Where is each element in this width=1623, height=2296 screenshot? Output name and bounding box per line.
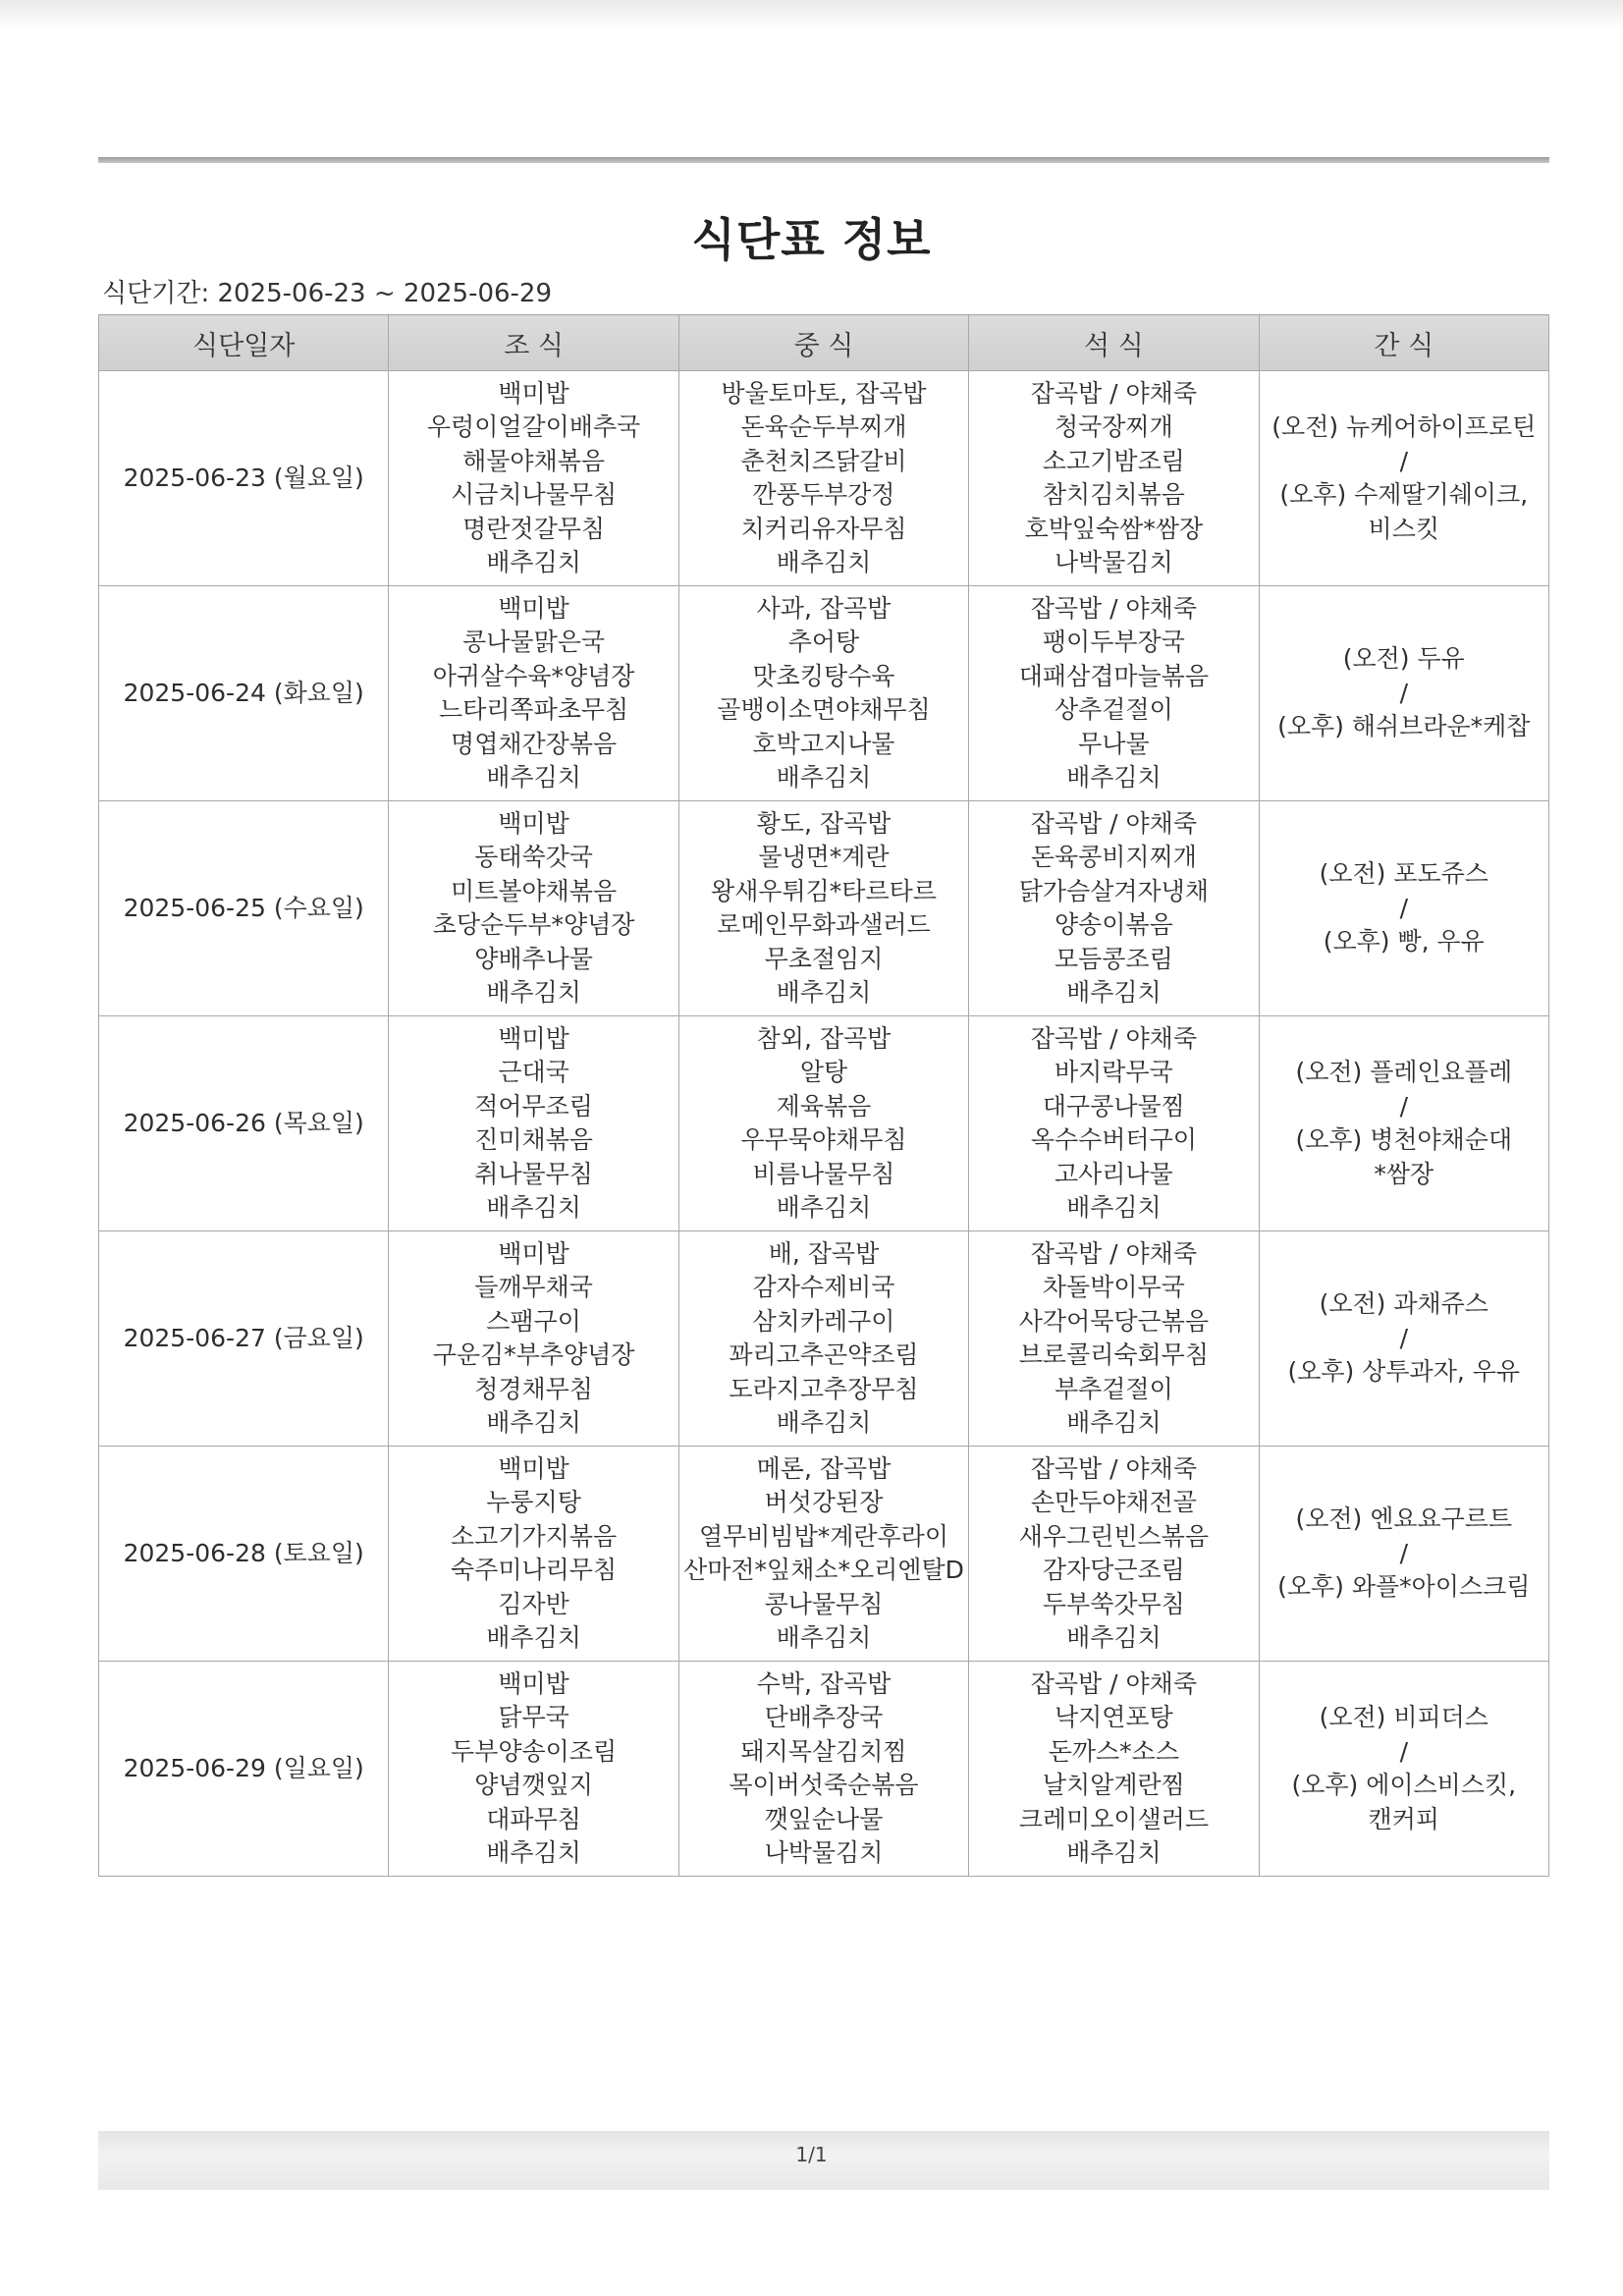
dinner-cell: [969, 801, 1259, 1016]
menu-item: 나박물김치: [764, 1838, 884, 1867]
menu-item: 동태쑥갓국: [474, 843, 593, 871]
menu-item: 모듬콩조림: [1054, 944, 1173, 973]
menu-item: 삼치카레구이: [752, 1306, 895, 1336]
menu-item: 배추김치: [486, 1623, 581, 1652]
menu-item: 청경채무침: [474, 1374, 593, 1403]
menu-item: 배추김치: [1066, 1193, 1162, 1222]
menu-item: 잡곡밥 / 야채죽: [1030, 1238, 1197, 1268]
snack-item: *쌈장: [1374, 1159, 1434, 1188]
menu-item: 적어무조림: [474, 1091, 593, 1121]
snack-item: (오전) 과채쥬스: [1319, 1289, 1488, 1319]
table-header-row: [99, 315, 1549, 371]
menu-item: 비름나물무침: [752, 1159, 895, 1188]
menu-item: 닭가슴살겨자냉채: [1018, 876, 1209, 905]
menu-item: 치커리유자무침: [740, 514, 907, 543]
menu-item: 배추김치: [776, 978, 872, 1007]
menu-item: 호박잎숙쌈*쌈장: [1024, 514, 1204, 543]
menu-item: 배추김치: [776, 1623, 872, 1652]
breakfast-cell: [389, 1447, 678, 1662]
menu-item: 명엽채간장볶음: [451, 729, 618, 758]
lunch-cell: [678, 1231, 968, 1447]
dinner-cell: [969, 371, 1259, 586]
lunch-cell: [678, 1662, 968, 1877]
menu-item: 두부양송이조림: [451, 1736, 618, 1766]
menu-item: 배추김치: [486, 548, 581, 576]
menu-item: 두부쑥갓무침: [1042, 1589, 1185, 1618]
snack-item: /: [1399, 1323, 1408, 1352]
menu-item: 콩나물맑은국: [462, 628, 606, 656]
snack-item: (오전) 포도쥬스: [1319, 859, 1488, 889]
snack-item: /: [1399, 446, 1408, 475]
menu-item: 백미밥: [498, 378, 569, 408]
header-lunch: 중 식: [678, 315, 968, 371]
header-dinner: 석 식: [969, 315, 1259, 371]
menu-item: 배추김치: [1066, 1838, 1162, 1867]
snack-item: (오후) 에이스비스킷,: [1291, 1771, 1517, 1799]
menu-item: 근대국: [498, 1058, 569, 1086]
menu-item: 잡곡밥 / 야채죽: [1030, 1668, 1197, 1698]
menu-item: 열무비빔밥*계란후라이: [698, 1521, 948, 1551]
menu-item: 대패삼겹마늘볶음: [1018, 661, 1209, 690]
menu-item: 배추김치: [776, 1193, 872, 1222]
menu-item: 돈육순두부찌개: [740, 412, 907, 441]
menu-item: 배추김치: [1066, 1623, 1162, 1652]
lunch-cell: [678, 371, 968, 586]
menu-item: 진미채볶음: [474, 1125, 593, 1154]
lunch-cell: [678, 586, 968, 801]
menu-item: 잡곡밥 / 야채죽: [1030, 808, 1197, 838]
menu-item: 배추김치: [486, 1193, 581, 1222]
menu-item: 참외, 잡곡밥: [756, 1023, 892, 1053]
menu-item: 느타리쪽파초무침: [438, 695, 629, 724]
snack-item: (오후) 수제딸기쉐이크,: [1279, 480, 1529, 509]
menu-item: 고사리나물: [1054, 1159, 1173, 1188]
menu-item: 버섯강된장: [764, 1488, 884, 1516]
menu-item: 무나물: [1078, 729, 1150, 758]
lunch-cell: [678, 801, 968, 1016]
snack-cell: [1259, 1016, 1548, 1231]
page-number: 1/1: [795, 2143, 828, 2166]
menu-item: 구운김*부추양념장: [432, 1340, 635, 1369]
menu-item: 춘천치즈닭갈비: [740, 446, 907, 475]
breakfast-cell: [389, 1231, 678, 1447]
menu-item: 닭무국: [498, 1703, 569, 1731]
date-cell: 2025-06-27 (금요일): [99, 1231, 389, 1447]
menu-item: 바지락무국: [1054, 1058, 1173, 1086]
menu-item: 아귀살수육*양념장: [432, 661, 635, 690]
menu-item: 백미밥: [498, 1453, 569, 1483]
table-row: [99, 371, 1549, 586]
header-snack: 간 식: [1259, 315, 1548, 371]
menu-item: 돈까스*소스: [1048, 1736, 1179, 1766]
table-row: [99, 1231, 1549, 1447]
breakfast-cell: [389, 1662, 678, 1877]
menu-item: 크레미오이샐러드: [1018, 1804, 1209, 1833]
menu-item: 김자반: [498, 1589, 569, 1618]
snack-item: (오전) 플레인요플레: [1295, 1058, 1513, 1086]
menu-item: 누룽지탕: [486, 1488, 581, 1516]
menu-item: 참치김치볶음: [1042, 480, 1185, 509]
dinner-cell: [969, 1016, 1259, 1231]
menu-item: 알탕: [799, 1058, 848, 1086]
menu-item: 초당순두부*양념장: [432, 910, 635, 939]
menu-item: 부추겉절이: [1054, 1374, 1173, 1403]
menu-item: 추어탕: [787, 628, 860, 656]
menu-item: 배추김치: [776, 1408, 872, 1437]
snack-cell: [1259, 1447, 1548, 1662]
menu-item: 명란젓갈무침: [462, 514, 606, 543]
menu-item: 우무묵야채무침: [740, 1125, 907, 1154]
menu-item: 옥수수버터구이: [1030, 1125, 1197, 1154]
menu-item: 배추김치: [486, 1408, 581, 1437]
menu-item: 새우그린빈스볶음: [1018, 1521, 1209, 1551]
menu-item: 왕새우튀김*타르타르: [711, 876, 937, 905]
date-cell: 2025-06-25 (수요일): [99, 801, 389, 1016]
menu-item: 잡곡밥 / 야채죽: [1030, 1453, 1197, 1483]
menu-item: 콩나물무침: [764, 1589, 884, 1618]
snack-cell: [1259, 586, 1548, 801]
lunch-cell: [678, 1447, 968, 1662]
table-row: [99, 801, 1549, 1016]
menu-item: 날치알계란찜: [1042, 1771, 1185, 1799]
page-title: 식단표 정보: [691, 213, 932, 266]
snack-item: (오후) 병천야채순대: [1295, 1125, 1513, 1154]
snack-item: (오후) 와플*아이스크림: [1277, 1572, 1531, 1602]
menu-item: 감자당근조림: [1042, 1556, 1185, 1584]
menu-item: 골뱅이소면야채무침: [717, 695, 931, 724]
snack-item: (오전) 비피더스: [1319, 1703, 1488, 1731]
table-row: [99, 1662, 1549, 1877]
menu-item: 물냉면*계란: [758, 843, 890, 871]
menu-item: 수박, 잡곡밥: [756, 1668, 892, 1698]
menu-item: 로메인무화과샐러드: [717, 910, 931, 939]
menu-item: 양념깻잎지: [474, 1771, 593, 1799]
breakfast-cell: [389, 371, 678, 586]
menu-item: 브로콜리숙회무침: [1018, 1340, 1209, 1369]
menu-item: 감자수제비국: [752, 1273, 895, 1301]
header-breakfast: 조 식: [389, 315, 678, 371]
menu-item: 무초절임지: [764, 944, 884, 973]
date-cell: 2025-06-29 (일요일): [99, 1662, 389, 1877]
dinner-cell: [969, 1662, 1259, 1877]
menu-item: 황도, 잡곡밥: [756, 808, 892, 838]
table-body: [99, 371, 1549, 1877]
snack-cell: [1259, 801, 1548, 1016]
snack-item: (오후) 빵, 우유: [1323, 927, 1485, 957]
menu-item: 대구콩나물찜: [1042, 1091, 1185, 1121]
menu-item: 깐풍두부강정: [752, 480, 895, 509]
menu-item: 미트볼야채볶음: [451, 876, 618, 905]
menu-item: 소고기가지볶음: [451, 1521, 618, 1551]
menu-item: 양송이볶음: [1054, 910, 1173, 939]
menu-item: 배추김치: [1066, 763, 1162, 792]
snack-item: (오전) 뉴케어하이프로틴: [1271, 412, 1537, 441]
snack-item: (오전) 두유: [1342, 644, 1465, 674]
dinner-cell: [969, 1231, 1259, 1447]
snack-item: /: [1399, 1538, 1408, 1567]
menu-item: 숙주미나리무침: [451, 1556, 618, 1584]
menu-item: 꽈리고추곤약조림: [729, 1340, 919, 1369]
menu-item: 사과, 잡곡밥: [756, 593, 892, 623]
menu-item: 배추김치: [486, 763, 581, 792]
menu-item: 백미밥: [498, 1023, 569, 1053]
lunch-cell: [678, 1016, 968, 1231]
menu-item: 잡곡밥 / 야채죽: [1030, 378, 1197, 408]
menu-item: 취나물무침: [474, 1159, 593, 1188]
dinner-cell: [969, 1447, 1259, 1662]
header-date: 식단일자: [99, 315, 389, 371]
menu-item: 낙지연포탕: [1054, 1703, 1173, 1731]
breakfast-cell: [389, 586, 678, 801]
menu-item: 우렁이얼갈이배추국: [426, 412, 641, 441]
menu-item: 배추김치: [776, 763, 872, 792]
menu-item: 잡곡밥 / 야채죽: [1030, 593, 1197, 623]
snack-item: 캔커피: [1368, 1804, 1439, 1833]
menu-item: 시금치나물무침: [451, 480, 618, 509]
breakfast-cell: [389, 801, 678, 1016]
menu-item: 산마전*잎채소*오리엔탈D: [683, 1556, 964, 1584]
dinner-cell: [969, 586, 1259, 801]
snack-cell: [1259, 1662, 1548, 1877]
menu-item: 소고기밤조림: [1042, 446, 1185, 475]
menu-item: 백미밥: [498, 593, 569, 623]
menu-item: 스팸구이: [486, 1306, 581, 1336]
menu-item: 배추김치: [776, 548, 872, 576]
date-cell: 2025-06-23 (월요일): [99, 371, 389, 586]
menu-item: 도라지고추장무침: [729, 1374, 919, 1403]
snack-item: /: [1399, 893, 1408, 922]
snack-item: 비스킷: [1368, 514, 1439, 543]
menu-item: 배추김치: [1066, 978, 1162, 1007]
menu-item: 메론, 잡곡밥: [756, 1453, 892, 1483]
table-row: [99, 1447, 1549, 1662]
menu-item: 들깨무채국: [474, 1273, 593, 1301]
menu-item: 청국장찌개: [1054, 412, 1173, 441]
menu-item: 배, 잡곡밥: [768, 1238, 880, 1268]
snack-item: /: [1399, 678, 1408, 707]
menu-item: 양배추나물: [474, 944, 593, 973]
meal-table: [98, 314, 1549, 1877]
menu-item: 맛초킹탕수육: [752, 661, 895, 690]
meal-period: 식단기간: 2025-06-23 ~ 2025-06-29: [102, 279, 553, 308]
menu-item: 배추김치: [486, 1838, 581, 1867]
snack-item: (오전) 엔요요구르트: [1295, 1504, 1513, 1534]
menu-item: 단배추장국: [764, 1703, 884, 1731]
date-cell: 2025-06-24 (화요일): [99, 586, 389, 801]
menu-item: 팽이두부장국: [1042, 628, 1185, 656]
breakfast-cell: [389, 1016, 678, 1231]
menu-item: 호박고지나물: [752, 729, 895, 758]
menu-item: 상추겉절이: [1054, 695, 1173, 724]
menu-item: 깻잎순나물: [764, 1804, 884, 1833]
snack-item: (오후) 해쉬브라운*케찹: [1277, 712, 1531, 741]
snack-item: /: [1399, 1091, 1408, 1121]
menu-item: 돼지목살김치찜: [740, 1736, 907, 1766]
menu-item: 목이버섯죽순볶음: [729, 1771, 919, 1799]
menu-item: 백미밥: [498, 1238, 569, 1268]
scan-edge-shadow: [0, 0, 1623, 27]
snack-cell: [1259, 371, 1548, 586]
menu-item: 나박물김치: [1054, 548, 1173, 576]
menu-item: 차돌박이무국: [1042, 1273, 1185, 1301]
snack-cell: [1259, 1231, 1548, 1447]
table-row: [99, 586, 1549, 801]
header-rule: [98, 157, 1549, 163]
menu-item: 배추김치: [1066, 1408, 1162, 1437]
date-cell: 2025-06-26 (목요일): [99, 1016, 389, 1231]
menu-item: 백미밥: [498, 808, 569, 838]
menu-item: 백미밥: [498, 1668, 569, 1698]
menu-item: 사각어묵당근볶음: [1018, 1306, 1209, 1336]
menu-item: 손만두야채전골: [1030, 1488, 1197, 1516]
menu-item: 해물야채볶음: [462, 446, 606, 475]
snack-item: (오후) 상투과자, 우유: [1287, 1357, 1521, 1387]
menu-item: 돈육콩비지찌개: [1030, 843, 1197, 871]
menu-item: 제육볶음: [776, 1091, 872, 1121]
snack-item: /: [1399, 1736, 1408, 1766]
menu-item: 배추김치: [486, 978, 581, 1007]
date-cell: 2025-06-28 (토요일): [99, 1447, 389, 1662]
menu-item: 대파무침: [486, 1804, 581, 1833]
menu-item: 방울토마토, 잡곡밥: [721, 378, 927, 408]
table-row: [99, 1016, 1549, 1231]
menu-item: 잡곡밥 / 야채죽: [1030, 1023, 1197, 1053]
